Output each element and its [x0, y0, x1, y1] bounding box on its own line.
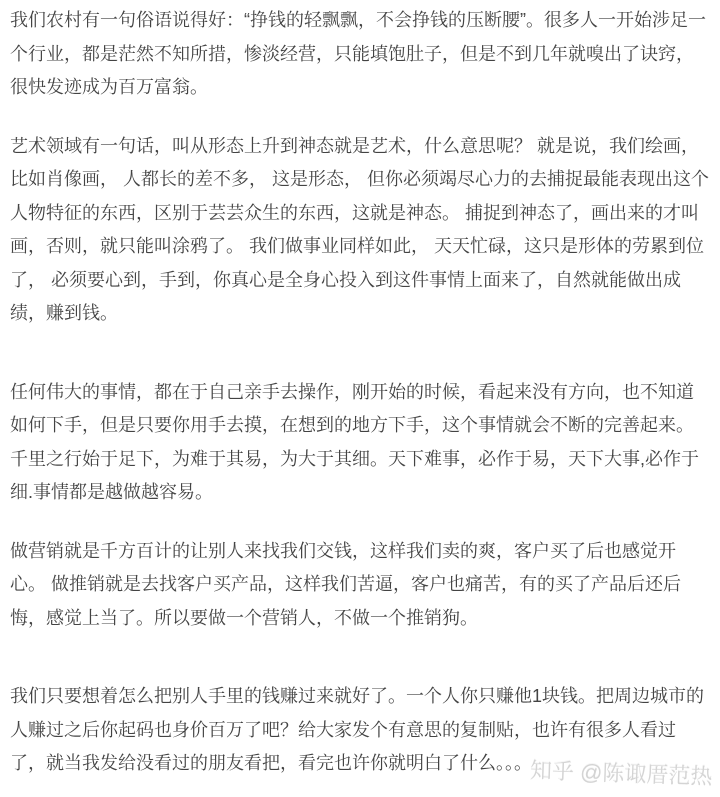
paragraph: 我们农村有一句俗语说得好：“挣钱的轻飘飘，不会挣钱的压断腰”。很多人一开始涉足一个行业，都是茫然不知所措，惨淡经营，只能填饱肚子，但是不到几年就嗅出了诀窍，很快发迹成为百万富翁。	[10, 10, 706, 97]
paragraph: 任何伟大的事情，都在于自己亲手去操作，刚开始的时候，看起来没有方向，也不知道如何下手，但是只要你用手去摸，在想到的地方下手，这个事情就会不断的完善起来。千里之行始于足下，为难于其易，为大于其细。天下难事，必作于易，天下大事,必作于细.事情都是越做越容易。	[10, 381, 699, 502]
paragraph: 做营销就是千方百计的让别人来找我们交钱，这样我们卖的爽，客户买了后也感觉开心。 做推销就是去找客户买产品，这样我们苦逼，客户也痛苦，有的买了产品后还后悔，感觉上当了。所以要做一个营销人，不做一个推销狗。	[10, 540, 681, 628]
paragraph: 艺术领域有一句话，叫从形态上升到神态就是艺术，什么意思呢？ 就是说，我们绘画，比如肖像画， 人都长的差不多， 这是形态， 但你必须竭尽心力的去捕捉最能表现出这个人物特征的东西，区别于芸芸众生的东西，这就是神态。 捕捉到神态了，画出来的才叫画，否则，就只能叫涂鸦了。 我们做事业同样如此， 天天忙碌，这只是形体的劳累到位了， 必须要心到，手到，你真心是全身心投入到这件事情上面来了，自然就能做出成绩，赚到钱。	[10, 135, 709, 323]
zhihu-watermark: 知乎 @陈诹厝范热	[529, 757, 713, 790]
paragraph: 我们只要想着怎么把别人手里的钱赚过来就好了。一个人你只赚他1块钱。把周边城市的人赚过之后你起码也身价百万了吧？给大家发个有意思的复制贴，也许有很多人看过了，就当我发给没看过的朋友看把，看完也许你就明白了什么。。。	[10, 686, 705, 773]
